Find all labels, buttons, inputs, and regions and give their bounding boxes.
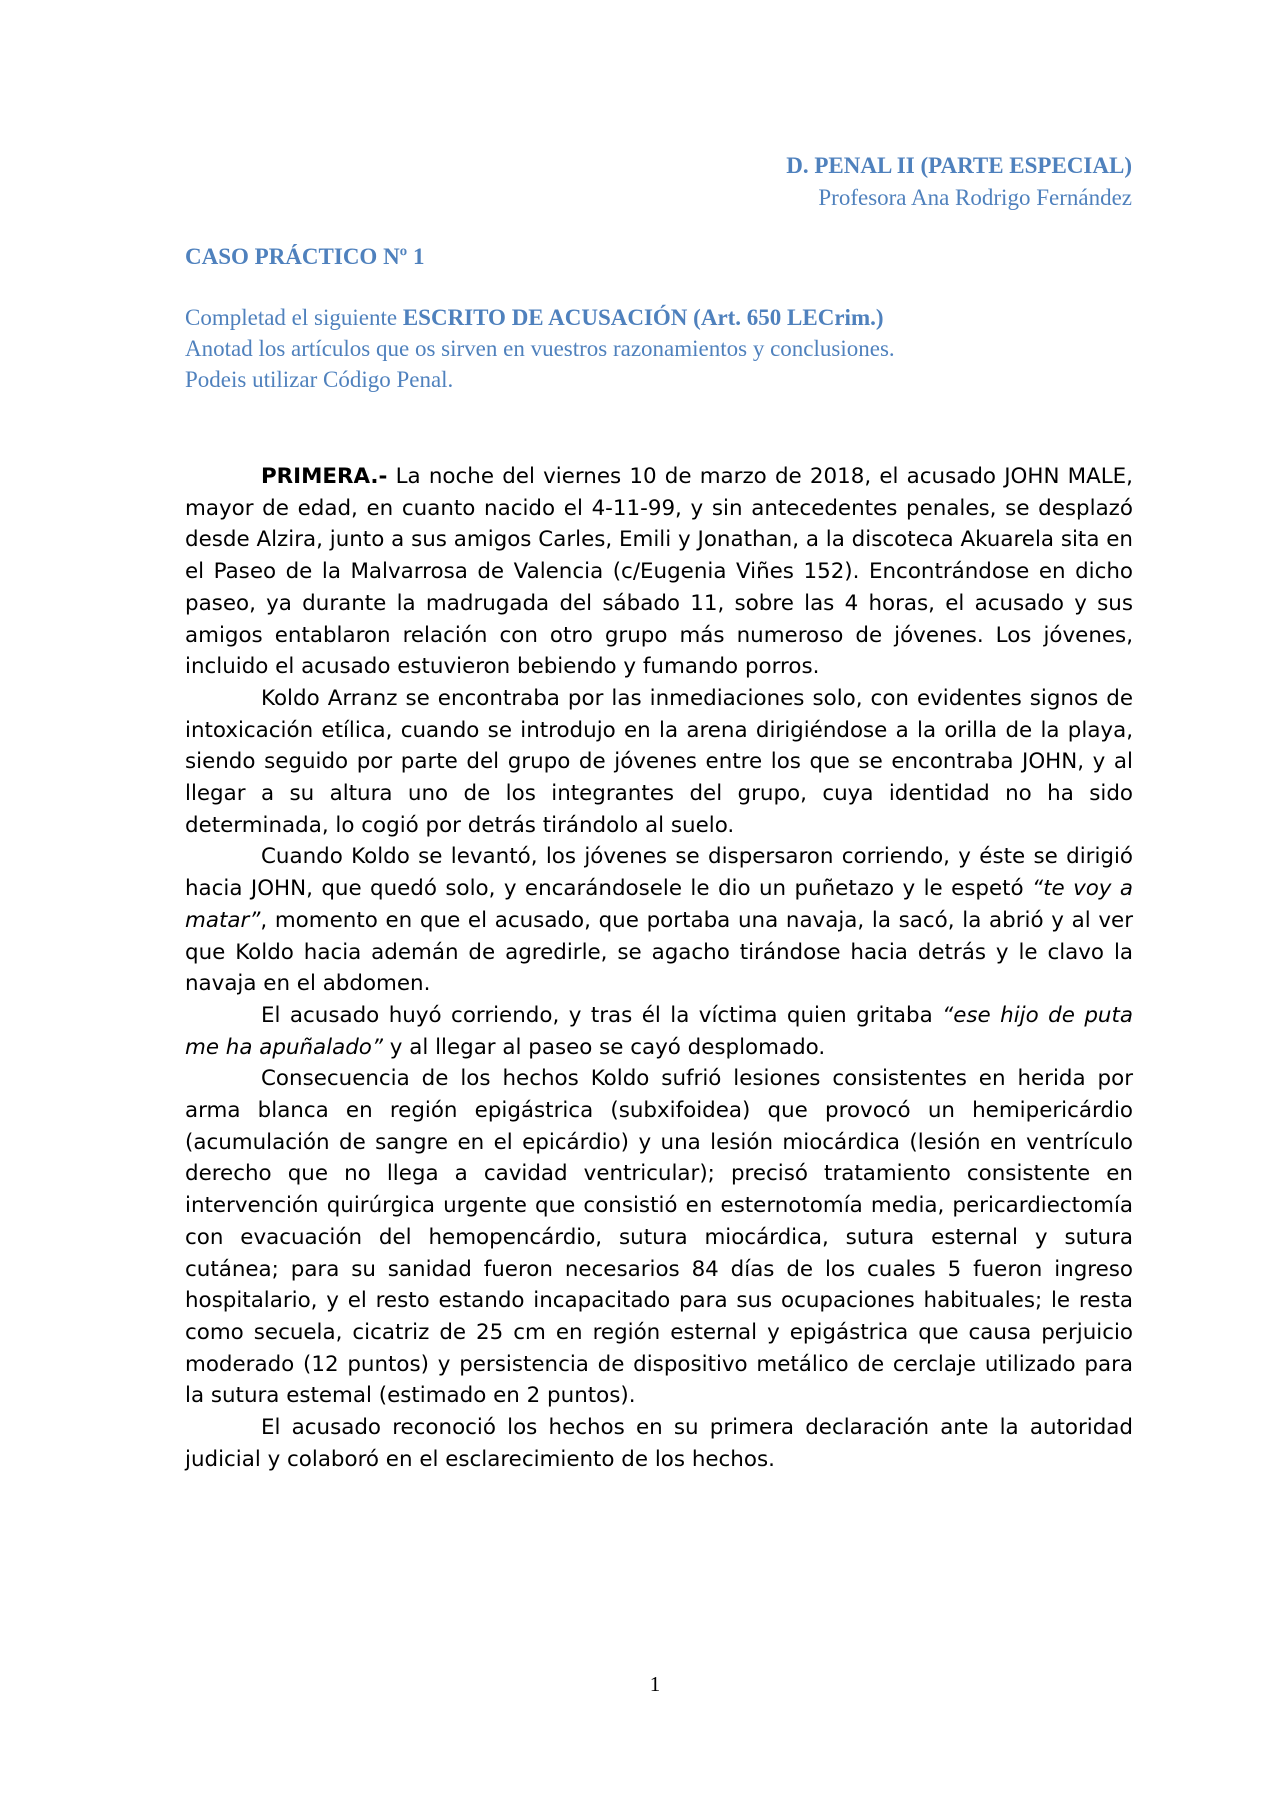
paragraph-escape [185,1000,1133,1063]
paragraph-injuries: Consecuencia de los hechos Koldo sufrió lesiones consistentes en herida por arma blanca en región epigástrica (subxifoidea) que provocó un hemipericárdio (acumulación de sangre en el epicárdio) y una lesión miocárdica (lesión en ventrículo derecho que no llega a cavidad ventricular); precisó tratamiento consistente en intervención quirúrgica urgente que consistió en esternotomía media, pericardiectomía con evacuación del hemopencárdio, sutura miocárdica, sutura esternal y sutura cutánea; para su sanidad fueron necesarios 84 días de los cuales 5 fueron ingreso hospitalario, y el resto estando incapacitado para sus ocupaciones habituales; le resta como secuela, cicatriz de 25 cm en región esternal y epigástrica que causa perjuicio moderado (12 puntos) y persistencia de dispositivo metálico de cerclaje utilizado para la sutura estemal (estimado en 2 puntos). [185,1066,1133,1409]
paragraph-text: Cuando Koldo se levantó, los jóvenes se dispersaron corriendo, y éste se dirigió hacia JOHN, que quedó solo, y encarándosele le dio un puñetazo y le espetó [185,844,1133,902]
instruction-document-type: ESCRITO DE ACUSACIÓN (Art. 650 LECrim.) [402,305,884,330]
paragraph-text: La noche del viernes 10 de marzo de 2018, el acusado JOHN MALE, mayor de edad, en cuanto nacido el 4-11-99, y sin antecedentes penales, se desplazó desde Alzira, junto a sus amigos Carles, Emili y Jonathan, a la discoteca Akuarela sita en el Paseo de la Malvarrosa de Valencia (c/Eugenia Viñes 152). Encontrándose en dicho paseo, ya durante la madrugada del sábado 11, sobre las 4 horas, el acusado y sus amigos entablaron relación con otro grupo más numeroso de jóvenes. Los jóvenes, incluido el acusado estuvieron bebiendo y fumando porros. [185,464,1133,680]
professor-name: Profesora Ana Rodrigo Fernández [818,185,1132,210]
instruction-prefix: Completad el siguiente [185,305,403,330]
document-header [786,150,1132,214]
instruction-line-3: Podeis utilizar Código Penal. [185,367,454,392]
section-label: PRIMERA.- [261,464,388,489]
instructions [185,302,895,395]
paragraph-text: El acusado huyó corriendo, y tras él la víctima quien gritaba [261,1002,943,1028]
paragraph-koldo: Koldo Arranz se encontraba por las inmediaciones solo, con evidentes signos de intoxicación etílica, cuando se introdujo en la arena dirigiéndose a la orilla de la playa, siendo seguido por parte del grupo de jóvenes entre los que se encontraba JOHN, y al llegar a su altura uno de los integrantes del grupo, cuya identidad no ha sido determinada, lo cogió por detrás tirándolo al suelo. [185,685,1133,838]
paragraph-confrontation [185,841,1133,1000]
course-title: D. PENAL II (PARTE ESPECIAL) [786,153,1132,178]
paragraph-text: y al llegar al paseo se cayó desplomado. [382,1034,826,1060]
quote: “ese hijo de puta me ha apuñalado” [185,1002,1133,1060]
case-title: CASO PRÁCTICO Nº 1 [185,244,425,269]
paragraph-primera [185,461,1133,683]
instruction-line-2: Anotad los artículos que os sirven en vuestros razonamientos y conclusiones. [185,336,895,361]
paragraph-text: , momento en que el acusado, que portaba una navaja, la sacó, la abrió y al ver que Koldo hacia ademán de agredirle, se agacho tirándose hacia detrás y le clavo la navaja en el abdomen. [185,907,1133,997]
quote: “te voy a matar” [185,876,1133,933]
case-facts [185,461,1133,1476]
instruction-line-1 [185,302,895,333]
page-number: 1 [649,1672,661,1696]
paragraph-confession: El acusado reconoció los hechos en su primera declaración ante la autoridad judicial y colaboró en el esclarecimiento de los hechos. [185,1415,1133,1472]
